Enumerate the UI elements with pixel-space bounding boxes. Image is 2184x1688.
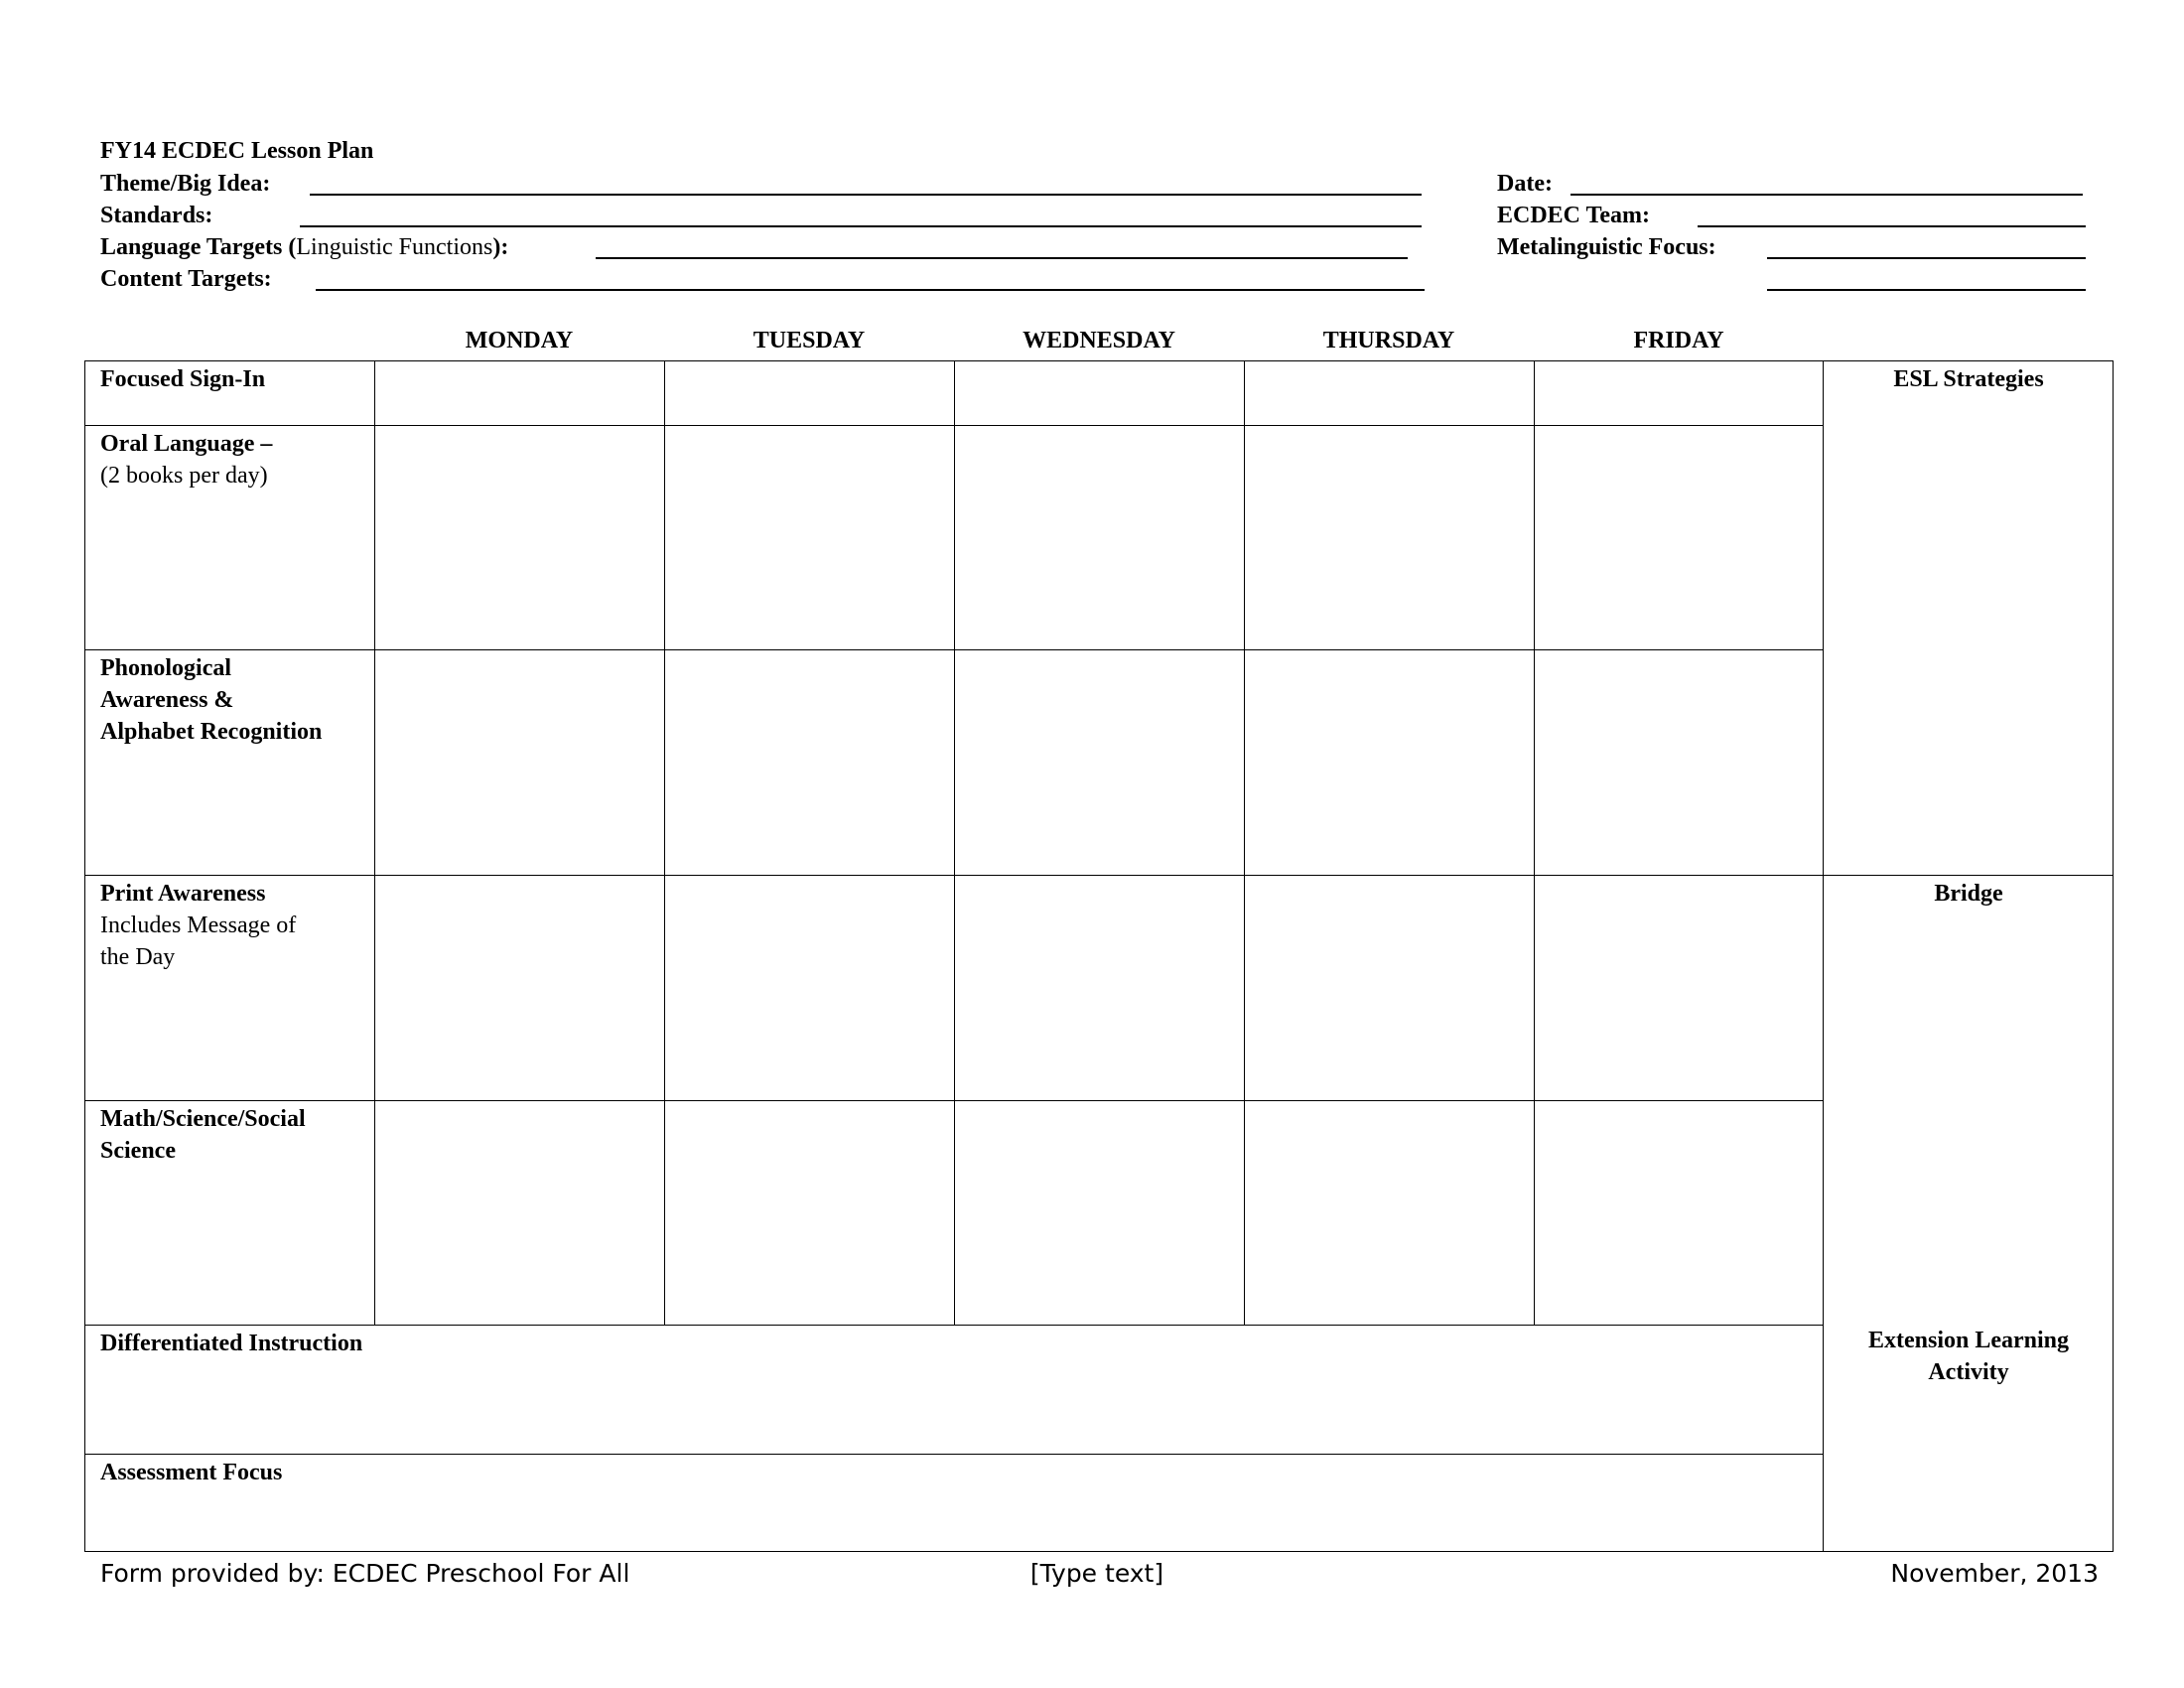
bridge-label: Bridge bbox=[1934, 881, 2003, 907]
language-targets-bold: Language Targets ( bbox=[100, 234, 297, 260]
row-label-differentiated: Differentiated Instruction bbox=[100, 1331, 363, 1356]
footer-right: November, 2013 bbox=[1890, 1559, 2099, 1588]
language-targets-functions: Linguistic Functions bbox=[296, 234, 493, 260]
row-divider-2 bbox=[84, 649, 1824, 650]
row-label-assessment: Assessment Focus bbox=[100, 1460, 283, 1485]
print-awareness-subtitle: Includes Message of the Day bbox=[100, 913, 297, 970]
language-targets-end: ): bbox=[492, 234, 509, 260]
col-divider-4 bbox=[1244, 360, 1245, 1326]
standards-field[interactable] bbox=[300, 225, 1422, 227]
language-targets-label bbox=[100, 231, 508, 263]
metalinguistic-field-2[interactable] bbox=[1767, 289, 2086, 291]
day-tuesday: TUESDAY bbox=[752, 328, 866, 353]
date-label: Date: bbox=[1497, 171, 1553, 197]
content-targets-field[interactable] bbox=[316, 289, 1425, 291]
language-targets-field[interactable] bbox=[596, 257, 1408, 259]
day-friday: FRIDAY bbox=[1633, 328, 1724, 353]
metalinguistic-field[interactable] bbox=[1767, 257, 2086, 259]
extension-learning-label: Extension Learning Activity bbox=[1867, 1328, 2070, 1385]
grid-right-border bbox=[2113, 360, 2114, 1552]
team-label: ECDEC Team: bbox=[1497, 203, 1651, 228]
grid-top-border bbox=[84, 360, 2114, 361]
day-monday: MONDAY bbox=[465, 328, 574, 353]
col-divider-1 bbox=[374, 360, 375, 1326]
content-targets-label: Content Targets: bbox=[100, 266, 272, 292]
col-divider-5 bbox=[1534, 360, 1535, 1326]
row-divider-4 bbox=[84, 1100, 1824, 1101]
form-title: FY14 ECDEC Lesson Plan bbox=[100, 138, 374, 164]
row-label-phonological: Phonological Awareness & Alphabet Recognition bbox=[100, 655, 323, 745]
oral-language-title: Oral Language – bbox=[100, 431, 273, 457]
row-label-print-awareness bbox=[100, 878, 296, 973]
row-divider-6 bbox=[84, 1454, 1824, 1455]
grid-bottom-border bbox=[84, 1551, 2114, 1552]
col-divider-2 bbox=[664, 360, 665, 1326]
team-field[interactable] bbox=[1698, 225, 2086, 227]
print-awareness-title: Print Awareness bbox=[100, 881, 266, 907]
date-field[interactable] bbox=[1570, 194, 2083, 196]
footer-left: Form provided by: ECDEC Preschool For All bbox=[100, 1559, 630, 1588]
day-thursday: THURSDAY bbox=[1322, 328, 1455, 353]
row-label-oral-language bbox=[100, 428, 272, 492]
row-divider-1 bbox=[84, 425, 1824, 426]
day-wednesday: WEDNESDAY bbox=[1023, 328, 1175, 353]
footer-center: [Type text] bbox=[1029, 1559, 1164, 1588]
theme-field[interactable] bbox=[310, 194, 1422, 196]
grid-left-border bbox=[84, 360, 85, 1552]
oral-language-subtitle: (2 books per day) bbox=[100, 463, 268, 489]
row-divider-3 bbox=[84, 875, 2114, 876]
row-divider-5 bbox=[84, 1325, 1824, 1326]
row-label-math-science: Math/Science/Social Science bbox=[100, 1106, 306, 1164]
standards-label: Standards: bbox=[100, 203, 213, 228]
metalinguistic-label: Metalinguistic Focus: bbox=[1497, 234, 1716, 260]
side-column-divider bbox=[1823, 360, 1824, 1552]
row-label-focused-sign-in: Focused Sign-In bbox=[100, 366, 266, 392]
col-divider-3 bbox=[954, 360, 955, 1326]
theme-label: Theme/Big Idea: bbox=[100, 171, 271, 197]
esl-strategies-label: ESL Strategies bbox=[1893, 366, 2044, 392]
day-headers bbox=[0, 324, 2184, 357]
